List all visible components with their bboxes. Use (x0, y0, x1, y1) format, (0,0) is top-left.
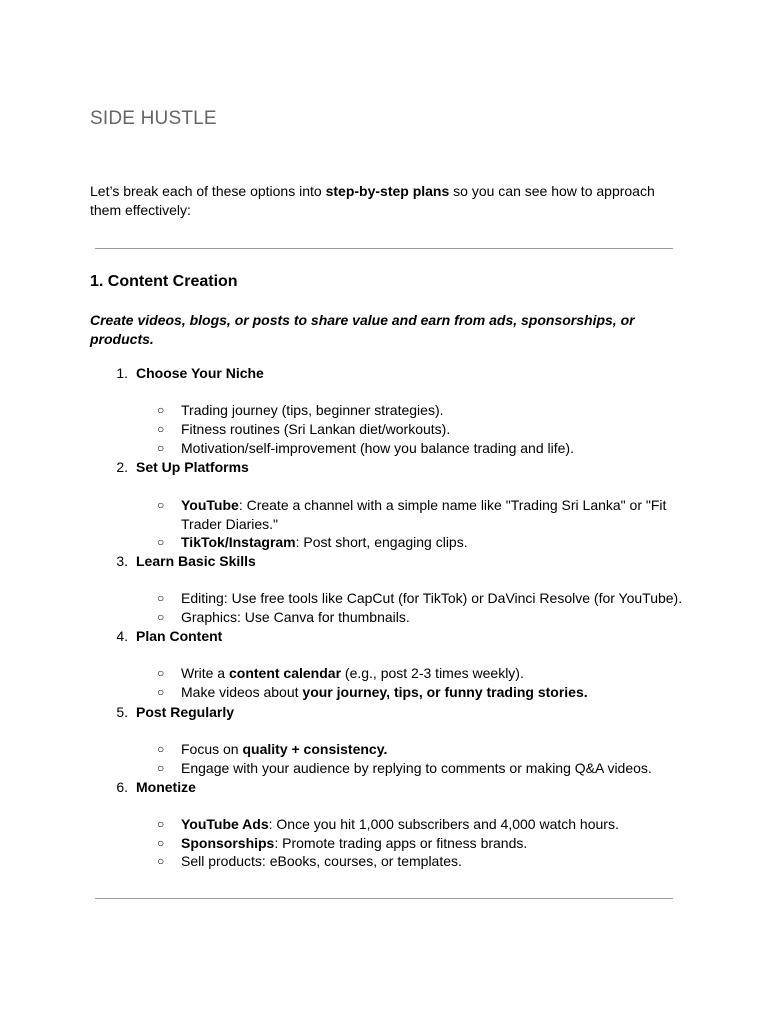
section-lead-line2: products. (90, 331, 154, 347)
list-item-pre: Write a (181, 665, 229, 681)
list-item-continuation: Trader Diaries." (181, 516, 279, 532)
step-number: 1. (116, 365, 128, 381)
step-title: Set Up Platforms (136, 459, 249, 475)
list-item (181, 533, 468, 552)
list-item (181, 834, 527, 853)
bullet-icon: ○ (157, 685, 165, 699)
list-item (181, 740, 387, 759)
list-item-text: : Create a channel with a simple name like "Trading Sri Lanka" or "Fit (238, 497, 667, 513)
list-item-pre: Make videos about (181, 684, 303, 700)
list-item-bold: TikTok/Instagram (181, 534, 296, 550)
bullet-icon: ○ (157, 761, 165, 775)
list-item-bold: Sponsorships (181, 835, 275, 851)
bullet-icon: ○ (157, 403, 165, 417)
step-title: Learn Basic Skills (136, 553, 256, 569)
bullet-icon: ○ (157, 610, 165, 624)
step-number: 5. (116, 704, 128, 720)
horizontal-divider-bottom (95, 898, 673, 899)
list-item-bold: YouTube (181, 497, 239, 513)
bullet-icon: ○ (157, 498, 165, 512)
step-number: 3. (116, 553, 128, 569)
list-item-pre: Focus on (181, 741, 243, 757)
step-number: 6. (116, 779, 128, 795)
bullet-icon: ○ (157, 591, 165, 605)
intro-text-bold: step-by-step plans (325, 183, 450, 199)
section-heading: 1. Content Creation (90, 273, 238, 290)
section-lead-line1: Create videos, blogs, or posts to share value and earn from ads, sponsorships, or (90, 312, 635, 328)
step-title: Post Regularly (136, 704, 235, 720)
bullet-icon: ○ (157, 817, 165, 831)
bullet-icon: ○ (157, 742, 165, 756)
list-item: Sell products: eBooks, courses, or templates. (181, 853, 462, 869)
list-item-bold: content calendar (228, 665, 342, 681)
list-item-text: : Promote trading apps or fitness brands. (274, 835, 528, 851)
list-item-bold: quality + consistency. (242, 741, 388, 757)
list-item (181, 496, 666, 515)
list-item: Fitness routines (Sri Lankan diet/workouts). (181, 421, 451, 437)
list-item (181, 815, 619, 834)
list-item: Engage with your audience by replying to comments or making Q&A videos. (181, 760, 652, 776)
list-item-text: : Once you hit 1,000 subscribers and 4,000 watch hours. (268, 816, 619, 832)
bullet-icon: ○ (157, 854, 165, 868)
section-lead (90, 311, 670, 349)
list-item: Trading journey (tips, beginner strategies). (181, 402, 444, 418)
intro-paragraph (90, 182, 670, 220)
list-item (181, 683, 588, 702)
list-item (181, 664, 524, 683)
list-item-text: : Post short, engaging clips. (295, 534, 468, 550)
bullet-icon: ○ (157, 666, 165, 680)
step-number: 2. (116, 459, 128, 475)
horizontal-divider-top (95, 248, 673, 249)
bullet-icon: ○ (157, 422, 165, 436)
list-item-text: (e.g., post 2-3 times weekly). (341, 665, 524, 681)
bullet-icon: ○ (157, 535, 165, 549)
list-item: Graphics: Use Canva for thumbnails. (181, 609, 410, 625)
bullet-icon: ○ (157, 836, 165, 850)
bullet-icon: ○ (157, 441, 165, 455)
intro-text-line2: them effectively: (90, 202, 191, 218)
step-title: Monetize (136, 779, 196, 795)
step-title: Plan Content (136, 628, 223, 644)
step-number: 4. (116, 628, 128, 644)
list-item: Editing: Use free tools like CapCut (for TikTok) or DaVinci Resolve (for YouTube). (181, 590, 683, 606)
step-title: Choose Your Niche (136, 365, 264, 381)
intro-text-pre: Let’s break each of these options into (90, 183, 326, 199)
list-item-bold: your journey, tips, or funny trading stories. (302, 684, 588, 700)
list-item: Motivation/self-improvement (how you balance trading and life). (181, 440, 574, 456)
intro-text-post: so you can see how to approach (449, 183, 655, 199)
list-item-bold: YouTube Ads (181, 816, 269, 832)
document-title: SIDE HUSTLE (90, 108, 217, 129)
